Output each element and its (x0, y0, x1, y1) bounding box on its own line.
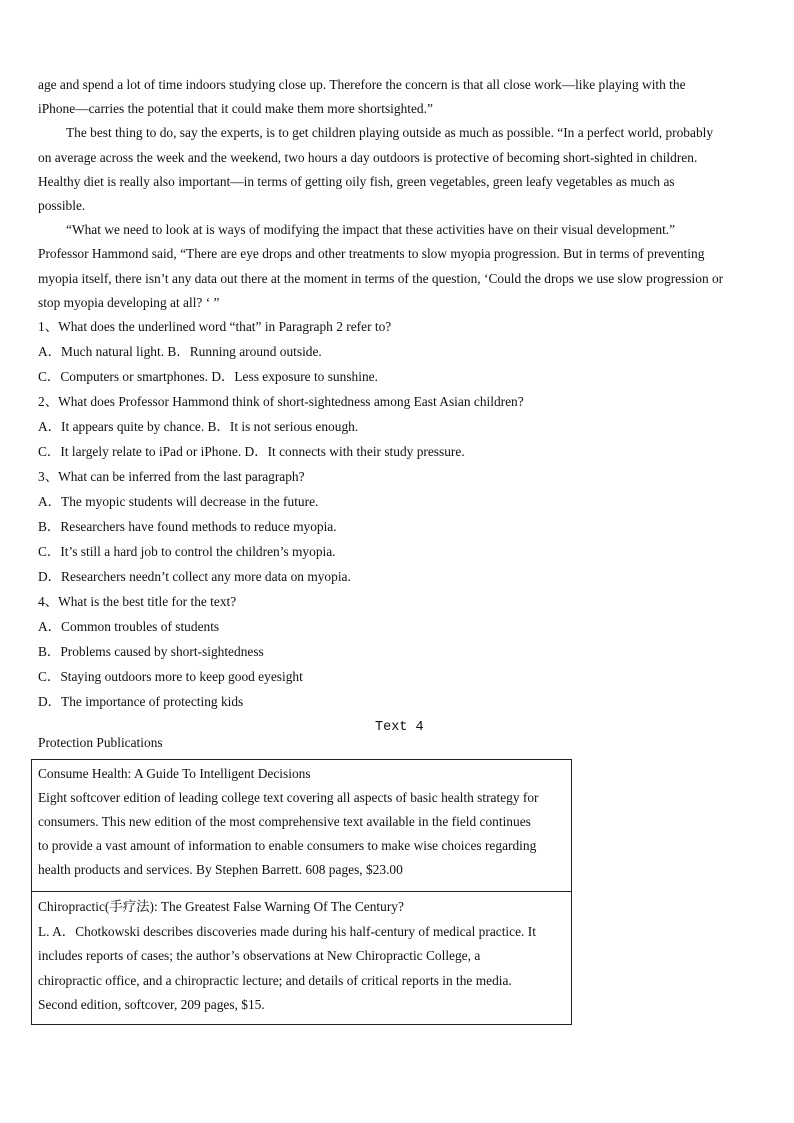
question-4-option-c: C．Staying outdoors more to keep good eyesight (38, 669, 303, 684)
question-3-option-d: D．Researchers needn’t collect any more data on myopia. (38, 569, 351, 584)
question-4-option-a: A．Common troubles of students (38, 619, 220, 634)
question-3: 3、What can be inferred from the last paragraph? (38, 469, 305, 484)
passage-line: myopia itself, there isn’t any data out there at the moment in terms of the question, ‘Could the drops we use slow progression or (38, 271, 724, 286)
passage-line: age and spend a lot of time indoors studying close up. Therefore the concern is that all close work—like playing with the (38, 77, 686, 92)
passage-line: “What we need to look at is ways of modifying the impact that these activities have on their visual development.” (66, 222, 676, 237)
publication-description-line: chiropractic office, and a chiropractic lecture; and details of critical reports in the media. (38, 973, 512, 988)
question-1: 1、What does the underlined word “that” in Paragraph 2 refer to? (38, 319, 392, 334)
question-4-option-b: B．Problems caused by short-sightedness (38, 644, 264, 659)
publication-description-line: to provide a vast amount of information to enable consumers to make wise choices regarding (38, 838, 537, 853)
publication-description-line: Eight softcover edition of leading college text covering all aspects of basic health strategy for (38, 790, 539, 805)
question-2-options-ab: A．It appears quite by chance. B．It is not serious enough. (38, 419, 359, 434)
passage-line: possible. (38, 198, 86, 213)
question-1-options-cd: C．Computers or smartphones. D．Less exposure to sunshine. (38, 369, 378, 384)
passage-line: iPhone—carries the potential that it could make them more shortsighted.” (38, 101, 433, 116)
publication-description-line: Second edition, softcover, 209 pages, $15. (38, 997, 265, 1012)
publication-description-line: health products and services. By Stephen Barrett. 608 pages, $23.00 (38, 862, 403, 877)
question-3-option-a: A．The myopic students will decrease in the future. (38, 494, 319, 509)
passage-line: on average across the week and the weekend, two hours a day outdoors is protective of becoming short-sighted in children. (38, 150, 698, 165)
question-3-option-b: B．Researchers have found methods to reduce myopia. (38, 519, 337, 534)
passage-line: Healthy diet is really also important—in terms of getting oily fish, green vegetables, green leafy vegetables as much as (38, 174, 675, 189)
publication-entry (31, 891, 572, 1025)
question-4-option-d: D．The importance of protecting kids (38, 694, 244, 709)
question-3-option-c: C．It’s still a hard job to control the children’s myopia. (38, 544, 336, 559)
question-2-options-cd: C．It largely relate to iPad or iPhone. D．It connects with their study pressure. (38, 444, 465, 459)
publication-title: Consume Health: A Guide To Intelligent Decisions (38, 766, 311, 781)
section-heading: Text 4 (375, 720, 424, 735)
passage-line: stop myopia developing at all? ‘ ” (38, 295, 220, 310)
passage-line: Professor Hammond said, “There are eye drops and other treatments to slow myopia progression. But in terms of preventing (38, 246, 705, 261)
publication-description-line: includes reports of cases; the author’s observations at New Chiropractic College, a (38, 948, 481, 963)
publication-title: Chiropractic(手疗法): The Greatest False Warning Of The Century? (38, 899, 404, 914)
question-2: 2、What does Professor Hammond think of short-sightedness among East Asian children? (38, 394, 524, 409)
publication-description-line: consumers. This new edition of the most comprehensive text available in the field continues (38, 814, 531, 829)
section-subtitle: Protection Publications (38, 735, 163, 750)
publication-description-line: L. A．Chotkowski describes discoveries made during his half-century of medical practice. It (38, 924, 536, 939)
question-4: 4、What is the best title for the text? (38, 594, 237, 609)
passage-line: The best thing to do, say the experts, is to get children playing outside as much as possible. “In a perfect world, probably (66, 125, 714, 140)
publication-entry (31, 759, 572, 892)
question-1-options-ab: A．Much natural light. B．Running around outside. (38, 344, 322, 359)
